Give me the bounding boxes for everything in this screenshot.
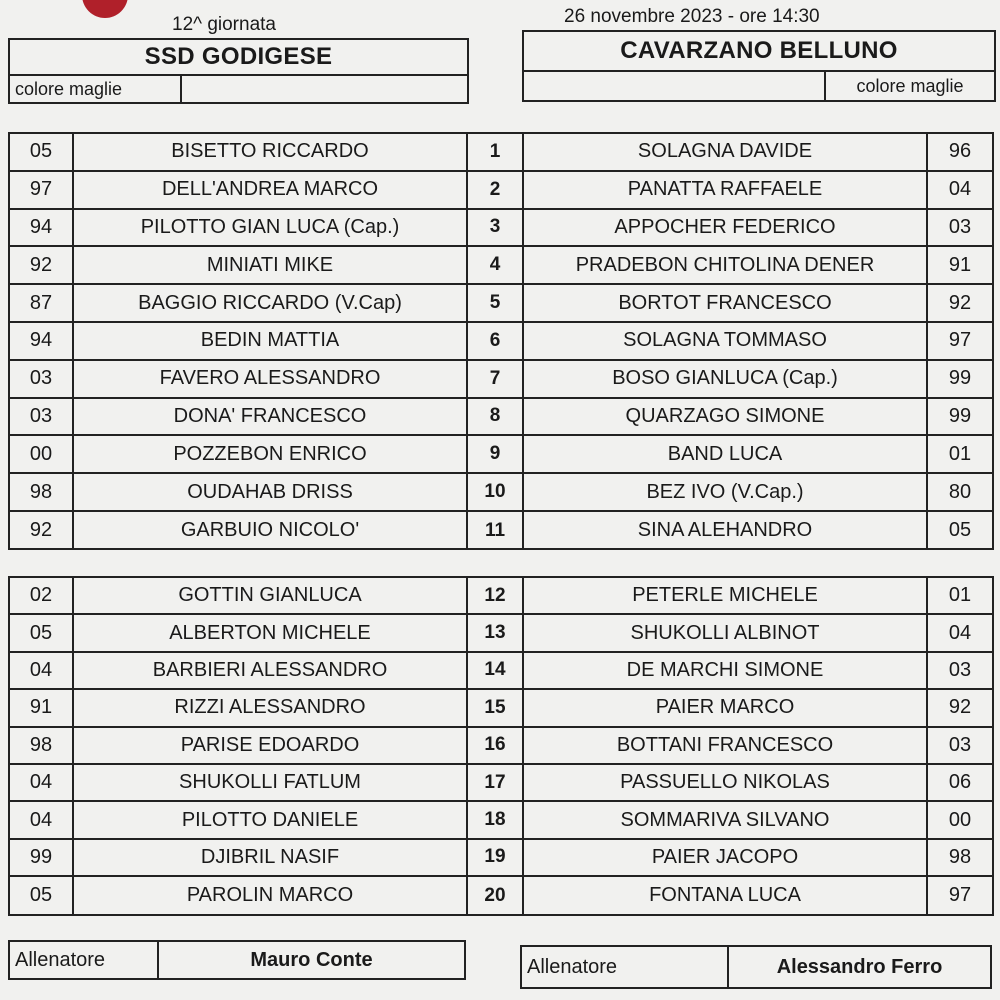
shirt-number: 8: [468, 399, 524, 435]
roster-row: [10, 436, 992, 474]
roster-row: [10, 172, 992, 210]
substitutes-table: [8, 576, 994, 916]
away-player-name: PETERLE MICHELE: [632, 584, 818, 607]
away-player-name: APPOCHER FEDERICO: [614, 215, 836, 238]
home-birth-year: 00: [10, 436, 74, 472]
roster-row: [10, 210, 992, 248]
roster-row: [10, 361, 992, 399]
shirt-number: 4: [468, 247, 524, 283]
home-player-name: BISETTO RICCARDO: [74, 134, 468, 170]
away-birth-year: 92: [926, 285, 992, 321]
round-label: 12^ giornata: [172, 14, 276, 35]
away-birth-year: 80: [926, 474, 992, 510]
shirt-number: 1: [468, 134, 524, 170]
home-coach-label: Allenatore: [10, 942, 159, 978]
away-player-name: SOLAGNA TOMMASO: [623, 329, 827, 352]
away-birth-year: 01: [926, 578, 992, 613]
home-player-name: GARBUIO NICOLO': [74, 512, 468, 550]
roster-row: [10, 323, 992, 361]
shirt-number: 13: [468, 615, 524, 650]
away-player-name: BEZ IVO (V.Cap.): [646, 480, 804, 503]
shirt-number: 17: [468, 765, 524, 800]
home-player-name: MINIATI MIKE: [74, 247, 468, 283]
home-player-name: BEDIN MATTIA: [74, 323, 468, 359]
away-birth-year: 03: [926, 653, 992, 688]
roster-row: [10, 690, 992, 727]
away-player-name: FONTANA LUCA: [649, 884, 801, 907]
shirt-number: 7: [468, 361, 524, 397]
roster-row: [10, 802, 992, 839]
away-birth-year: 98: [926, 840, 992, 875]
shirt-number: 19: [468, 840, 524, 875]
home-birth-year: 03: [10, 361, 74, 397]
roster-row: [10, 134, 992, 172]
home-birth-year: 04: [10, 653, 74, 688]
home-color-box: [8, 76, 469, 104]
away-birth-year: 92: [926, 690, 992, 725]
home-player-name: PARISE EDOARDO: [74, 728, 468, 763]
shirt-number: 16: [468, 728, 524, 763]
home-color-label: colore maglie: [10, 76, 182, 102]
home-player-name: FAVERO ALESSANDRO: [74, 361, 468, 397]
shirt-number: 20: [468, 877, 524, 914]
home-player-name: RIZZI ALESSANDRO: [74, 690, 468, 725]
away-birth-year: 01: [926, 436, 992, 472]
away-team-name: CAVARZANO BELLUNO: [522, 30, 996, 72]
home-birth-year: 92: [10, 247, 74, 283]
away-birth-year: 00: [926, 802, 992, 837]
away-coach-box: [520, 945, 992, 989]
away-birth-year: 97: [926, 877, 992, 914]
home-birth-year: 97: [10, 172, 74, 208]
home-birth-year: 91: [10, 690, 74, 725]
away-birth-year: 96: [926, 134, 992, 170]
roster-row: [10, 578, 992, 615]
away-birth-year: 05: [926, 512, 992, 550]
away-birth-year: 04: [926, 615, 992, 650]
away-color-label: colore maglie: [856, 75, 964, 96]
away-player-name: PANATTA RAFFAELE: [627, 178, 823, 201]
home-birth-year: 05: [10, 615, 74, 650]
away-player-name: BOTTANI FRANCESCO: [616, 733, 834, 756]
roster-row: [10, 653, 992, 690]
away-birth-year: 03: [926, 728, 992, 763]
away-birth-year: 03: [926, 210, 992, 246]
roster-row: [10, 840, 992, 877]
home-player-name: PILOTTO GIAN LUCA (Cap.): [74, 210, 468, 246]
home-birth-year: 05: [10, 877, 74, 914]
away-player-name: SOLAGNA DAVIDE: [637, 140, 813, 163]
away-player-name: BOSO GIANLUCA (Cap.): [612, 367, 838, 390]
home-birth-year: 94: [10, 323, 74, 359]
home-player-name: DONA' FRANCESCO: [74, 399, 468, 435]
away-player-name: SOMMARIVA SILVANO: [620, 808, 830, 831]
home-player-name: DJIBRIL NASIF: [74, 840, 468, 875]
home-birth-year: 98: [10, 728, 74, 763]
away-coach-label: Allenatore: [522, 947, 729, 987]
shirt-number: 2: [468, 172, 524, 208]
home-player-name: BARBIERI ALESSANDRO: [74, 653, 468, 688]
away-birth-year: 99: [926, 361, 992, 397]
away-birth-year: 04: [926, 172, 992, 208]
home-player-name: GOTTIN GIANLUCA: [74, 578, 468, 613]
away-player-name: PASSUELLO NIKOLAS: [620, 771, 830, 794]
home-coach-box: [8, 940, 466, 980]
away-player-name: SINA ALEHANDRO: [637, 519, 813, 542]
home-birth-year: 04: [10, 765, 74, 800]
home-color-value: [182, 76, 467, 102]
away-coach-name: Alessandro Ferro: [776, 955, 943, 978]
roster-row: [10, 765, 992, 802]
home-player-name: SHUKOLLI FATLUM: [74, 765, 468, 800]
roster-row: [10, 285, 992, 323]
home-birth-year: 98: [10, 474, 74, 510]
away-color-value: [524, 72, 826, 100]
home-player-name: POZZEBON ENRICO: [74, 436, 468, 472]
shirt-number: 10: [468, 474, 524, 510]
roster-row: [10, 399, 992, 437]
home-player-name: OUDAHAB DRISS: [74, 474, 468, 510]
away-player-name: PRADEBON CHITOLINA DENER: [575, 253, 875, 276]
roster-row: [10, 877, 992, 914]
shirt-number: 6: [468, 323, 524, 359]
home-birth-year: 99: [10, 840, 74, 875]
away-player-name: PAIER JACOPO: [651, 845, 799, 868]
home-player-name: DELL'ANDREA MARCO: [74, 172, 468, 208]
starters-table: [8, 132, 994, 550]
home-birth-year: 87: [10, 285, 74, 321]
shirt-number: 5: [468, 285, 524, 321]
away-birth-year: 99: [926, 399, 992, 435]
shirt-number: 3: [468, 210, 524, 246]
home-player-name: BAGGIO RICCARDO (V.Cap): [74, 285, 468, 321]
roster-row: [10, 728, 992, 765]
away-player-name: SHUKOLLI ALBINOT: [630, 621, 820, 644]
home-player-name: ALBERTON MICHELE: [74, 615, 468, 650]
shirt-number: 14: [468, 653, 524, 688]
match-date-time: 26 novembre 2023 - ore 14:30: [564, 6, 820, 27]
roster-row: [10, 247, 992, 285]
away-player-name: BORTOT FRANCESCO: [618, 291, 832, 314]
home-birth-year: 04: [10, 802, 74, 837]
home-coach-name: Mauro Conte: [250, 948, 373, 971]
club-logo: [82, 0, 128, 18]
home-player-name: PAROLIN MARCO: [74, 877, 468, 914]
away-birth-year: 97: [926, 323, 992, 359]
shirt-number: 11: [468, 512, 524, 550]
home-birth-year: 05: [10, 134, 74, 170]
home-player-name: PILOTTO DANIELE: [74, 802, 468, 837]
away-player-name: DE MARCHI SIMONE: [626, 658, 824, 681]
roster-row: [10, 615, 992, 652]
shirt-number: 12: [468, 578, 524, 613]
away-birth-year: 06: [926, 765, 992, 800]
home-birth-year: 03: [10, 399, 74, 435]
roster-row: [10, 474, 992, 512]
shirt-number: 18: [468, 802, 524, 837]
shirt-number: 9: [468, 436, 524, 472]
away-color-box: [522, 72, 996, 102]
away-player-name: PAIER MARCO: [655, 696, 795, 719]
shirt-number: 15: [468, 690, 524, 725]
home-birth-year: 02: [10, 578, 74, 613]
home-birth-year: 92: [10, 512, 74, 550]
away-player-name: BAND LUCA: [667, 442, 783, 465]
home-birth-year: 94: [10, 210, 74, 246]
home-team-name: SSD GODIGESE: [8, 38, 469, 76]
away-player-name: QUARZAGO SIMONE: [625, 404, 825, 427]
roster-row: [10, 512, 992, 550]
away-birth-year: 91: [926, 247, 992, 283]
